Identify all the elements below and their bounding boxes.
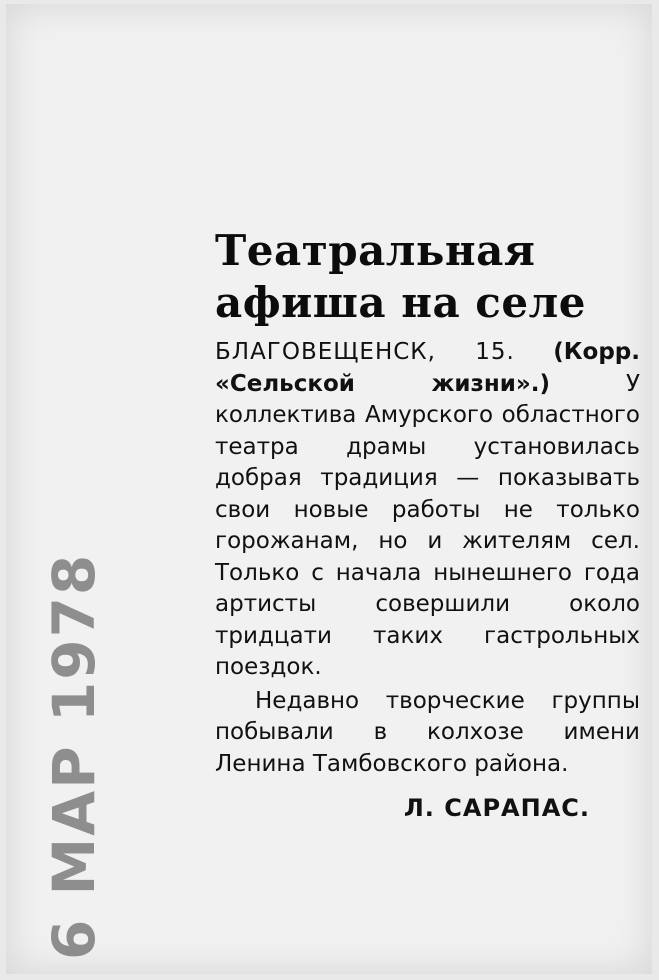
paragraph-2-text: Недавно творческие группы побывали в колхозе имени Ленина Тамбовского района. (215, 687, 640, 777)
paragraph-2 (215, 686, 640, 781)
headline-line-1: Театральная (215, 226, 536, 275)
headline (215, 225, 640, 329)
article-body (215, 337, 640, 780)
date-stamp: 6 МАР 1978 (40, 552, 108, 960)
paragraph-1 (215, 337, 640, 684)
paragraph-1-text: У коллектива Амурского областного театра драмы установилась добрая традиция — показывать свои новые работы не только горожанам, но и жителям сел. Только с начала нынешнего года артисты совершили около тридцати таких гастрольных поездок. (215, 370, 640, 680)
headline-line-2: афиша на селе (215, 278, 586, 327)
article (215, 225, 640, 822)
author-signature: Л. САРАПАС. (403, 794, 590, 822)
dateline: БЛАГОВЕЩЕНСК, 15. (215, 339, 515, 365)
source-reference: (Корр. «Сельской жизни».) (215, 339, 641, 397)
